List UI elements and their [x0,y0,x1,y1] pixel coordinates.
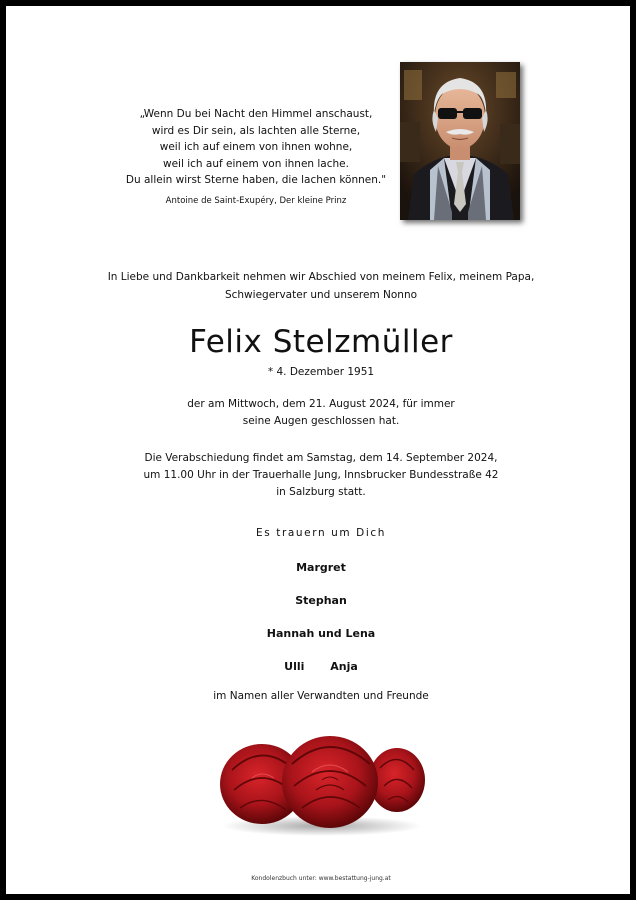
intro-text [106,268,536,304]
red-roses-icon [212,728,432,836]
quote-block [86,106,426,209]
mourners-heading: Es trauern um Dich [255,527,386,539]
deceased-name: Felix Stelzmüller [189,324,453,360]
mourner-name: Margret [296,561,346,574]
birth-date: * 4. Dezember 1951 [267,366,375,378]
passing-text [136,396,506,430]
quote-line: wird es Dir sein, als lachten alle Sterne, [151,124,361,137]
intro-line: Schwiegervater und unserem Nonno [224,289,418,301]
mourner-name: Anja [330,660,358,673]
portrait-photo [400,62,520,220]
mourner-name: Stephan [295,594,347,607]
portrait-image [400,62,520,220]
passing-line: seine Augen geschlossen hat. [242,415,400,427]
farewell-line: in Salzburg statt. [276,486,366,498]
farewell-text [106,450,536,501]
closing-text: im Namen aller Verwandten und Freunde [213,690,429,702]
farewell-line: Die Verabschiedung findet am Samstag, dem 14. September 2024, [144,452,498,464]
quote-line: weil ich auf einem von ihnen wohne, [159,141,353,153]
passing-line: der am Mittwoch, dem 21. August 2024, für immer [187,398,455,410]
roses-image [212,728,432,836]
quote-source: Antoine de Saint-Exupéry, Der kleine Prinz [165,195,347,206]
quote-line: Du allein wirst Sterne haben, die lachen können." [125,174,387,186]
intro-line: In Liebe und Dankbarkeit nehmen wir Abschied von meinem Felix, meinem Papa, [107,271,535,283]
quote-line: weil ich auf einem von ihnen lache. [163,157,349,170]
mourner-name: Ulli [284,660,305,673]
quote-line: „Wenn Du bei Nacht den Himmel anschaust, [139,108,373,120]
farewell-line: um 11.00 Uhr in der Trauerhalle Jung, Innsbrucker Bundesstraße 42 [143,469,499,481]
mourner-name: Hannah und Lena [266,627,376,640]
condolence-link[interactable]: Kondolenzbuch unter: www.bestattung-jung.at [251,875,391,882]
mourner-pair [106,660,536,673]
